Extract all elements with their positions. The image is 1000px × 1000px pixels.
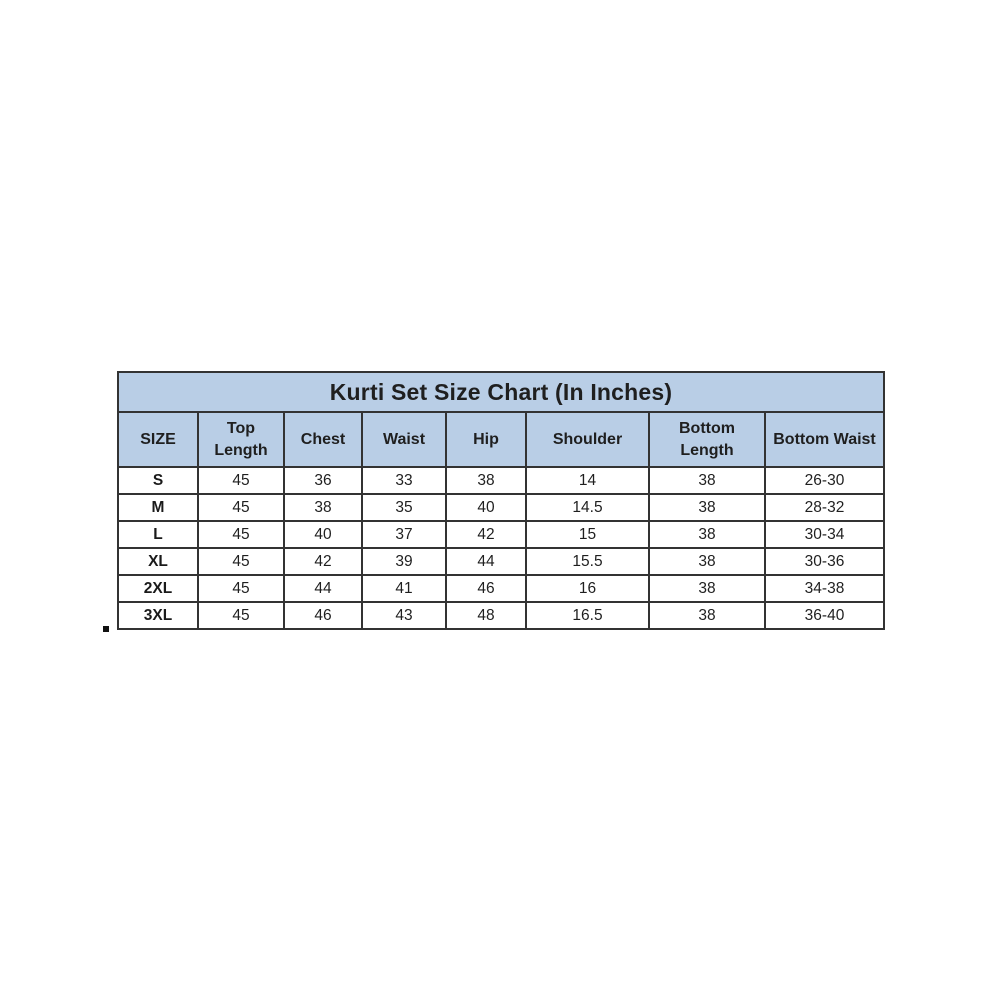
table-row xyxy=(118,521,884,548)
column-header: Top Length xyxy=(198,412,284,467)
value-cell: 45 xyxy=(198,494,284,521)
header-row xyxy=(118,412,884,467)
value-cell: 41 xyxy=(362,575,446,602)
table-row xyxy=(118,602,884,629)
value-cell: 38 xyxy=(649,494,765,521)
chart-title: Kurti Set Size Chart (In Inches) xyxy=(118,372,884,412)
size-cell: L xyxy=(118,521,198,548)
value-cell: 38 xyxy=(284,494,362,521)
corner-artifact-mark xyxy=(103,626,109,632)
value-cell: 36 xyxy=(284,467,362,494)
size-cell: XL xyxy=(118,548,198,575)
value-cell: 34-38 xyxy=(765,575,884,602)
size-cell: 3XL xyxy=(118,602,198,629)
value-cell: 16 xyxy=(526,575,649,602)
value-cell: 37 xyxy=(362,521,446,548)
value-cell: 46 xyxy=(446,575,526,602)
value-cell: 44 xyxy=(446,548,526,575)
value-cell: 44 xyxy=(284,575,362,602)
value-cell: 16.5 xyxy=(526,602,649,629)
value-cell: 40 xyxy=(446,494,526,521)
value-cell: 40 xyxy=(284,521,362,548)
value-cell: 36-40 xyxy=(765,602,884,629)
table-row xyxy=(118,548,884,575)
value-cell: 38 xyxy=(649,602,765,629)
value-cell: 45 xyxy=(198,575,284,602)
table-body xyxy=(118,467,884,629)
value-cell: 43 xyxy=(362,602,446,629)
value-cell: 15 xyxy=(526,521,649,548)
value-cell: 26-30 xyxy=(765,467,884,494)
value-cell: 46 xyxy=(284,602,362,629)
value-cell: 15.5 xyxy=(526,548,649,575)
value-cell: 30-34 xyxy=(765,521,884,548)
size-chart-container xyxy=(117,371,883,630)
value-cell: 28-32 xyxy=(765,494,884,521)
value-cell: 42 xyxy=(284,548,362,575)
column-header: Hip xyxy=(446,412,526,467)
value-cell: 39 xyxy=(362,548,446,575)
value-cell: 14.5 xyxy=(526,494,649,521)
table-row xyxy=(118,494,884,521)
value-cell: 45 xyxy=(198,467,284,494)
column-header: Chest xyxy=(284,412,362,467)
column-header: Waist xyxy=(362,412,446,467)
title-row xyxy=(118,372,884,412)
size-cell: M xyxy=(118,494,198,521)
size-cell: 2XL xyxy=(118,575,198,602)
value-cell: 42 xyxy=(446,521,526,548)
size-chart-table xyxy=(117,371,885,630)
column-header: SIZE xyxy=(118,412,198,467)
value-cell: 38 xyxy=(649,548,765,575)
value-cell: 33 xyxy=(362,467,446,494)
table-row xyxy=(118,575,884,602)
value-cell: 38 xyxy=(446,467,526,494)
column-header: Bottom Length xyxy=(649,412,765,467)
value-cell: 14 xyxy=(526,467,649,494)
value-cell: 45 xyxy=(198,548,284,575)
size-cell: S xyxy=(118,467,198,494)
value-cell: 38 xyxy=(649,575,765,602)
column-header: Bottom Waist xyxy=(765,412,884,467)
value-cell: 30-36 xyxy=(765,548,884,575)
value-cell: 35 xyxy=(362,494,446,521)
value-cell: 45 xyxy=(198,521,284,548)
value-cell: 48 xyxy=(446,602,526,629)
value-cell: 45 xyxy=(198,602,284,629)
value-cell: 38 xyxy=(649,521,765,548)
column-header: Shoulder xyxy=(526,412,649,467)
table-row xyxy=(118,467,884,494)
value-cell: 38 xyxy=(649,467,765,494)
